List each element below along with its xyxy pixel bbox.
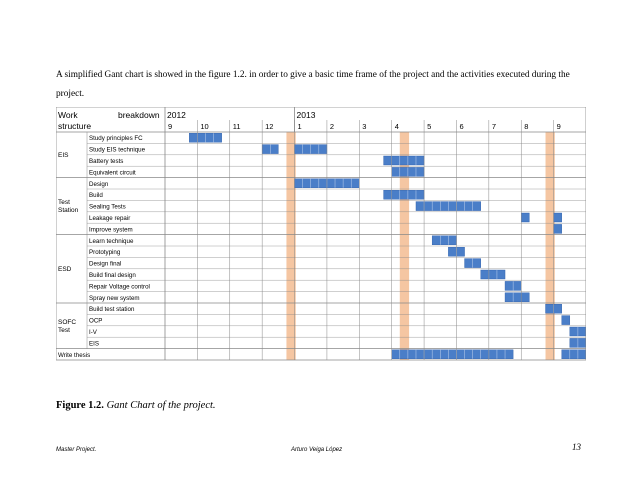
group-label: Test: [58, 199, 70, 207]
task-bar: [392, 350, 513, 359]
month-label: 9: [168, 122, 173, 131]
task-label: Leakage repair: [89, 215, 131, 222]
task-label: I-V: [89, 329, 97, 336]
task-label: Battery tests: [89, 158, 124, 165]
task-label: OCP: [89, 317, 103, 325]
task-label: Build: [89, 192, 103, 200]
figure-caption: [56, 400, 216, 411]
footer-center: Arturo Veiga López: [291, 447, 343, 453]
task-bar: [554, 224, 562, 233]
month-label: 10: [200, 122, 209, 131]
month-label: 8: [524, 122, 529, 131]
month-label: 3: [362, 122, 367, 131]
year-label: 2013: [296, 110, 316, 120]
task-bar: [384, 190, 424, 199]
header-work: Work: [58, 110, 78, 120]
page-number: 13: [572, 442, 581, 452]
header-breakdown: breakdown: [118, 110, 160, 120]
task-label: Repair Voltage control: [89, 283, 150, 291]
gantt-chart: [56, 107, 586, 380]
group-label: Test: [58, 326, 70, 334]
task-bar: [562, 316, 570, 325]
month-label: 9: [556, 122, 561, 131]
group-label: Station: [58, 207, 79, 215]
header-structure: structure: [58, 121, 92, 131]
task-bar: [384, 156, 424, 165]
group-label: SOFC: [58, 318, 77, 326]
month-label: 5: [427, 122, 432, 131]
month-label: 12: [265, 122, 274, 131]
task-label: EIS: [89, 340, 99, 348]
caption-label: Figure 1.2.: [56, 400, 104, 411]
task-label: Build final design: [89, 272, 136, 279]
month-label: 1: [297, 122, 302, 131]
month-label: 6: [459, 122, 464, 131]
task-label: Design final: [89, 260, 122, 268]
task-bar: [554, 213, 562, 222]
task-bar: [562, 350, 586, 359]
task-label: Study principles FC: [89, 135, 143, 143]
month-label: 4: [394, 122, 399, 131]
task-label: Design: [89, 180, 109, 188]
intro-paragraph: A simplified Gant chart is showed in the figure 1.2. in order to give a basic time frame of the project and the activities executed during the project.: [56, 70, 570, 99]
caption-text: Gant Chart of the project.: [106, 400, 216, 411]
final-row-label: Write thesis: [58, 351, 91, 359]
month-label: 2: [329, 122, 335, 131]
month-label: 11: [232, 122, 241, 131]
task-label: Improve system: [89, 226, 133, 234]
task-label: Build test station: [89, 306, 135, 314]
month-label: 7: [491, 122, 497, 131]
task-label: Spray new system: [89, 294, 140, 302]
task-bar: [505, 293, 529, 302]
group-label: ESD: [58, 265, 72, 273]
footer-left: Master Project.: [56, 447, 97, 453]
task-bar: [521, 213, 529, 222]
task-bar: [481, 270, 505, 279]
group-label: EIS: [58, 151, 69, 159]
task-label: Prototyping: [89, 249, 121, 257]
task-label: Equivalent circuit: [89, 169, 136, 177]
task-label: Study EIS technique: [89, 146, 146, 154]
task-label: Sealing Tests: [89, 203, 126, 211]
year-label: 2012: [167, 110, 186, 120]
task-label: Learn technique: [89, 237, 134, 245]
task-bar: [432, 236, 456, 245]
